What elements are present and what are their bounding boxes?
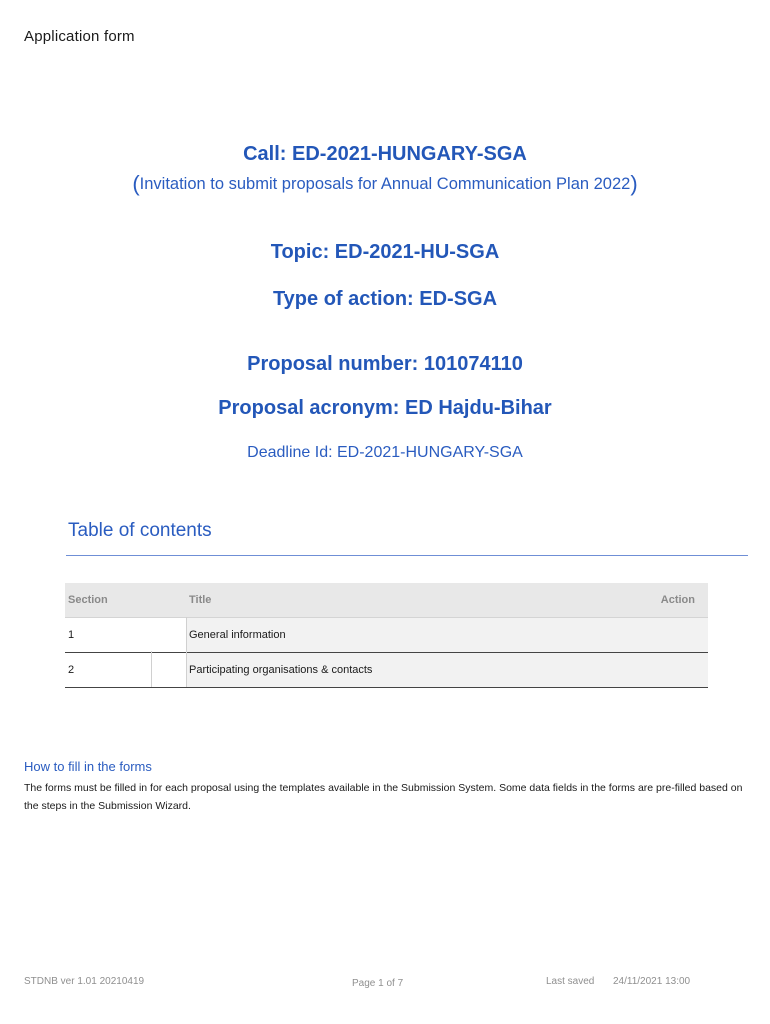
footer-version: STDNB ver 1.01 20210419 — [24, 976, 145, 987]
toc-table — [65, 583, 708, 688]
proposal-number-heading: Proposal number: 101074110 — [247, 353, 523, 375]
toc-row-title[interactable]: General information — [189, 629, 286, 641]
call-title: Call: ED-2021-HUNGARY-SGA — [243, 143, 527, 165]
toc-row-section: 2 — [68, 664, 75, 676]
call-subtitle-text: Invitation to submit proposals for Annual Communication Plan 2022 — [139, 175, 631, 193]
table-divider — [186, 617, 187, 687]
footer-page-number: Page 1 of 7 — [352, 978, 404, 989]
type-of-action-heading: Type of action: ED-SGA — [272, 288, 498, 310]
toc-title: Table of contents — [68, 520, 212, 541]
toc-row-general-information[interactable] — [65, 618, 708, 653]
deadline-id: Deadline Id: ED-2021-HUNGARY-SGA — [247, 444, 523, 461]
toc-header-row — [65, 583, 708, 618]
toc-row-section: 1 — [68, 629, 75, 641]
toc-header-action: Action — [660, 594, 695, 606]
document-label: Application form — [24, 28, 135, 45]
topic-heading: Topic: ED-2021-HU-SGA — [270, 241, 500, 263]
open-paren: ( — [132, 171, 140, 196]
footer-last-saved-label: Last saved — [546, 976, 595, 987]
how-to-fill-title: How to fill in the forms — [24, 759, 152, 774]
proposal-acronym-heading: Proposal acronym: ED Hajdu-Bihar — [218, 397, 552, 419]
toc-header-section: Section — [68, 594, 108, 606]
table-divider — [151, 651, 152, 687]
call-subtitle — [0, 171, 770, 197]
how-to-fill-text: The forms must be filled in for each proposal using the templates available in the Submission System. Some data fields in the forms are pre-filled based on the steps in the Submission Wizard. — [24, 782, 743, 812]
toc-row-title[interactable]: Participating organisations & contacts — [189, 664, 373, 676]
footer-last-saved-value: 24/11/2021 13:00 — [613, 976, 691, 987]
toc-header-title: Title — [189, 594, 212, 606]
toc-row-participating-organisations[interactable] — [65, 653, 708, 688]
close-paren: ) — [630, 171, 638, 196]
toc-divider — [66, 555, 748, 556]
